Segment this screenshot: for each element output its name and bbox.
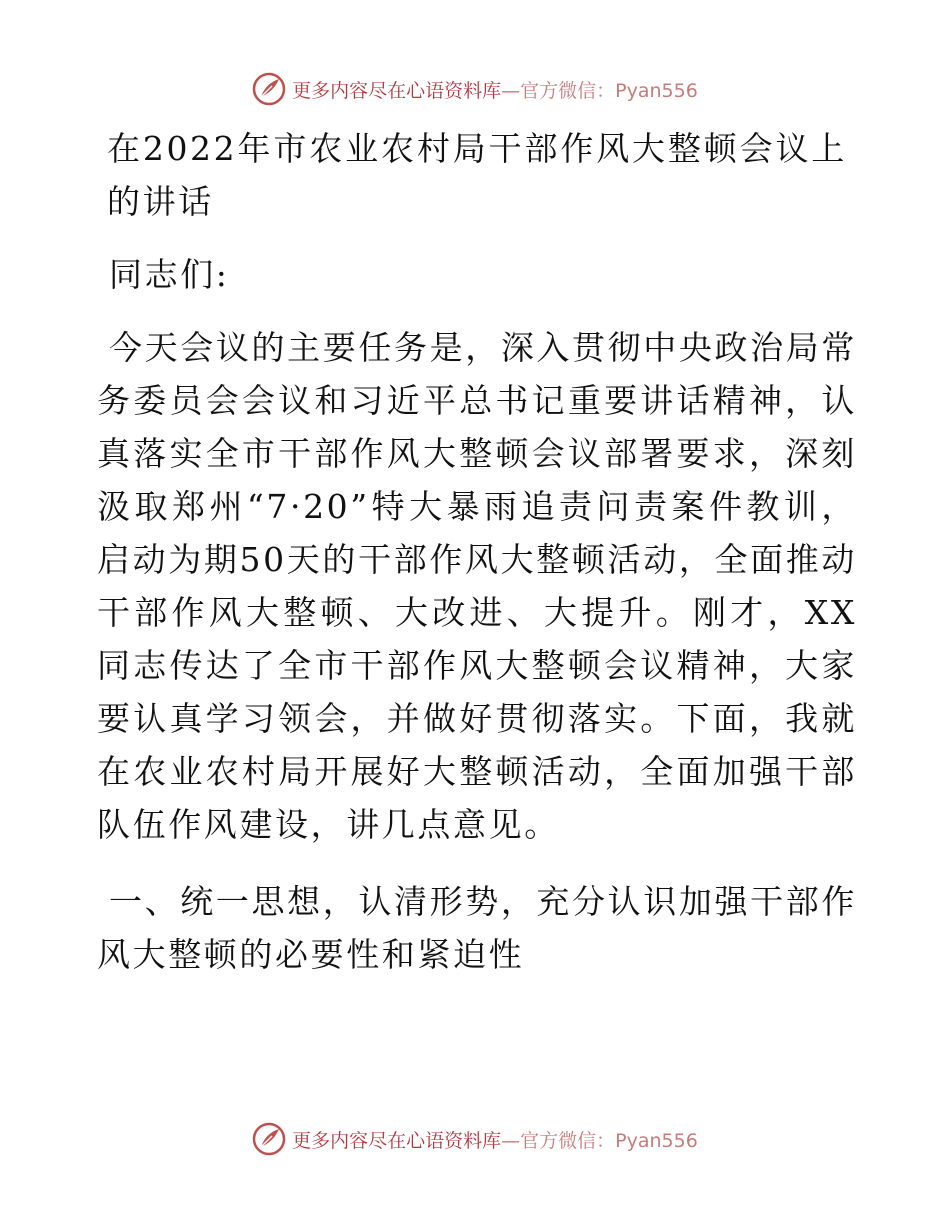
section-heading-1: 一、统一思想，认清形势，充分认识加强干部作风大整顿的必要性和紧迫性 — [97, 882, 857, 974]
watermark-text: 更多内容尽在心语资料库—官方微信：Pyan556 — [292, 79, 698, 102]
document-body — [97, 122, 857, 981]
watermark-text: 更多内容尽在心语资料库—官方微信：Pyan556 — [292, 1129, 698, 1152]
footer-watermark — [0, 1122, 950, 1156]
greeting: 同志们: — [109, 255, 230, 294]
header-watermark — [0, 72, 950, 106]
paragraph-1: 今天会议的主要任务是，深入贯彻中央政治局常务委员会会议和习近平总书记重要讲话精神，认真落实全市干部作风大整顿会议部署要求，深刻汲取郑州“7·20”特大暴雨追责问责案件教训，启动为期50天的干部作风大整顿活动，全面推动干部作风大整顿、大改进、大提升。刚才，XX同志传达了全市干部作风大整顿会议精神，大家要认真学习领会，并做好贯彻落实。下面，我就在农业农村局开展好大整顿活动，全面加强干部队伍作风建设，讲几点意见。 — [97, 328, 857, 844]
document-title: 在2022年市农业农村局干部作风大整顿会议上的讲话 — [107, 129, 847, 221]
feather-pen-logo-icon — [252, 72, 286, 106]
feather-pen-logo-icon — [252, 1122, 286, 1156]
